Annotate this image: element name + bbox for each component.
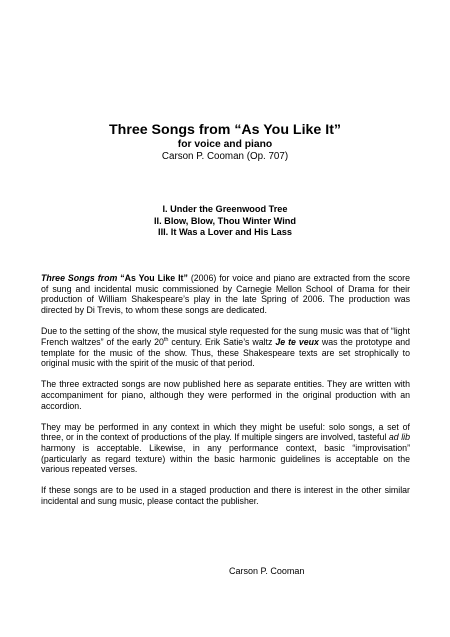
song-list-item: II. Blow, Blow, Thou Winter Wind: [153, 215, 297, 226]
program-notes: [41, 273, 410, 517]
ad-lib-term: ad lib: [388, 432, 411, 443]
paragraph-text: Due to the setting of the show, the musical style requested for the sung music was that of “light French waltzes” of the early 20: [41, 326, 410, 347]
song-list-item: III. It Was a Lover and His Lass: [158, 227, 292, 237]
paragraph-text: was the prototype and template for the music of the show. Thus, these Shakespeare texts are set strophically to original music with the spirit of the music of that period.: [41, 336, 411, 369]
work-title-inline: Three Songs from: [41, 273, 118, 283]
paragraph-publication: The three extracted songs are now published here as separate entities. They are written with accompaniment for piano, although they were performed in the original production with an accordion.: [41, 379, 410, 411]
satie-waltz-title: Je te veux: [275, 336, 319, 347]
paragraph-intro: [41, 273, 410, 316]
song-list-item: I. Under the Greenwood Tree: [162, 204, 288, 214]
composer-line: Carson P. Cooman (Op. 707): [161, 151, 289, 162]
page-title: Three Songs from “As You Like It”: [108, 122, 342, 138]
page-subtitle: for voice and piano: [177, 139, 273, 150]
paragraph-style: [41, 326, 410, 369]
signature: Carson P. Cooman: [229, 566, 305, 576]
paragraph-contact: If these songs are to be used in a staged production and there is interest in the other similar incidental and sung music, please contact the publisher.: [41, 485, 410, 507]
paragraph-text: harmony is acceptable. Likewise, in any performance context, basic “improvisation” (particularly as regard texture) within the basic harmonic guidelines is acceptable on the various repeated verses.: [41, 443, 410, 475]
paragraph-text: century. Erik Satie’s waltz: [168, 336, 276, 347]
song-list: [0, 204, 450, 239]
paragraph-text: They may be performed in any context in which they might be useful: solo songs, a set of three, or in the context of productions of the play. If multiple singers are involved, tasteful: [41, 421, 410, 443]
paragraph-text: (2006) for voice and piano are extracted from the score of sung and incidental music commissioned by Carnegie Mellon School of Drama for their production of William Shakespeare’s play in the late Spring of 2006. The production was directed by Di Trevis, to whom these songs are dedicated.: [41, 273, 410, 316]
paragraph-performance: [41, 422, 410, 476]
ordinal-suffix: th: [163, 336, 169, 343]
work-title-quote: “As You Like It”: [120, 273, 188, 283]
